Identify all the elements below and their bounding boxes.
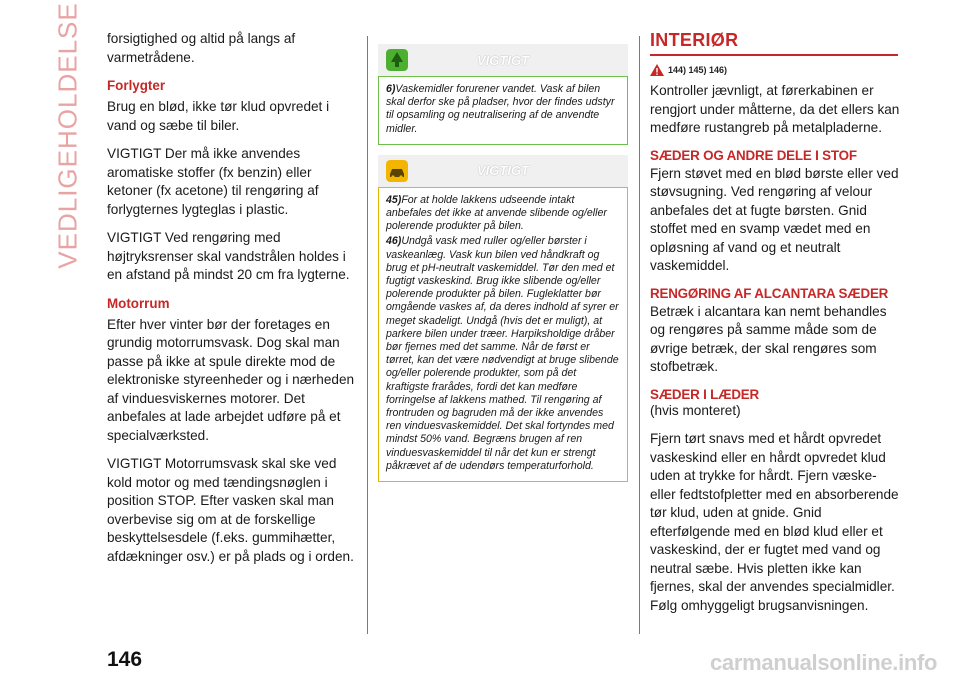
paragraph-interior-intro: Kontroller jævnligt, at førerkabinen er rengjort under måtterne, da det ellers kan medføre rustangreb på metalpladerne. [650,83,900,135]
subheading-alcantara: RENGØRING AF ALCANTARA SÆDER [650,285,889,301]
yellow-note-box [378,187,628,482]
note-number: 46) [386,235,402,248]
paragraph-motorrum-1: Efter hver vinter bør der foretages en grundig motorrumsvask. Dog skal man passe på ikke at spule direkte mod de elektroniske styreenheder og i nærheden af vinduesviskernes motorer. Det anbefales at lade arbejdet udføre på et specialværksted. [107,316,355,443]
leather-seats-note: (hvis monteret) [650,402,741,418]
paragraph-forlygter-3: VIGTIGT Ved rengøring med højtryksrenser skal vandstrålen holdes i en afstand på mindst 20 cm fra lygterne. [107,230,350,282]
title-underline [650,54,898,56]
section-title: INTERIØR [650,30,739,50]
column-middle [378,44,628,482]
subheading-fabric-seats: SÆDER OG ANDRE DELE I STOF [650,147,857,163]
paragraph-motorrum-2: VIGTIGT Motorrumsvask skal ske ved kold motor og med tændingsnøglen i position STOP. Efter vasken skal man overbevise sig om at de forskellige beskyttelsesdele (f.eks. gummihætter, afdækninger osv.) er på plads og i orden. [107,456,354,564]
column-divider-2 [639,36,640,634]
column-divider-1 [367,36,368,634]
section-side-tab [50,1,86,269]
watermark: carmanualsonline.info [710,650,938,675]
page-number: 146 [107,648,143,671]
tree-environment-icon [386,49,408,71]
green-box-heading: VIGTIGT [477,52,529,68]
car-warning-icon [386,160,408,182]
paragraph-fabric-seats: Fjern støvet med en blød børste eller ved støvsugning. Ved rengøring af velour anbefales det at fugte børsten. Gnid stoffet med en svamp vædet med en opløsning af vand og et neutralt vaskemiddel. [650,165,899,273]
subheading-forlygter: Forlygter [107,78,166,93]
paragraph-forlygter-2: VIGTIGT Der må ikke anvendes aromatiske stoffer (fx benzin) eller ketoner (fx acetone) til rengøring af forlygternes lygteglas i plastic. [107,146,319,217]
green-note-text [386,83,620,136]
subheading-motorrum: Motorrum [107,295,170,311]
note-body: Vaskemidler forurener vandet. Vask af bilen skal derfor ske på pladser, hvor der findes udstyr til opsamling og neutralisering af de anvendte midler. [386,83,615,135]
paragraph-leather-seats: Fjern tørt snavs med et hårdt opvredet vaskeskind eller en hårdt opvredet klud uden at trykke for hårdt. Fjern væske- eller fedtstofpletter med en absorberende tør klud, uden at gnide. Gnid efterfølgende med en blød klud eller et vaskeskind, der er fugtet med vand og neutral sæbe. Hvis pletten ikke kan fjernes, skal der anvendes specialmidler. Følg omhyggeligt brugsanvisningen. [650,431,899,613]
paragraph-forlygter-1: Brug en blød, ikke tør klud opvredet i vand og sæbe til biler. [107,99,330,133]
warning-reference-row [650,64,900,76]
green-box-header [378,44,628,76]
warning-references: 144) 145) 146) [668,65,728,75]
subheading-leather-seats: SÆDER I LÆDER [650,386,759,402]
yellow-box-heading: VIGTIGT [477,163,529,179]
section-side-tab-label: VEDLIGEHOLDELSE [52,1,83,269]
paragraph-intro: forsigtighed og altid på langs af varmetrådene. [107,31,296,65]
paragraph-alcantara: Betræk i alcantara kan nemt behandles og rengøres på samme måde som de øvrige betræk, der skal rengøres som stofbetræk. [650,303,887,374]
green-note-box [378,76,628,145]
note-number: 6) [386,83,396,95]
column-left [107,30,357,576]
warning-triangle-icon [650,64,664,76]
column-right [650,30,900,625]
note-body: For at holde lakkens udseende intakt anbefales det ikke at anvende slibende og/eller polerende produkter på bilen. [386,193,607,233]
yellow-note-item [386,235,620,473]
yellow-box-header [378,155,628,187]
note-body: Undgå vask med ruller og/eller børster i vaskeanlæg. Vask kun bilen ved håndkraft og brug et pH-neutralt vaskemiddel. Tør den med et fugtigt vaskeskind. Brug ikke slibende og/eller polerende produkter på bilen. Fugleklatter bør omgående vaskes af, da deres indhold af syrer er meget skadeligt. Undgå (hvis det er muligt), at parkere bilen under træer. Harpiksholdige dråber bør fjernes med det samme. Når de først er tørret, kan det være nødvendigt at bruge slibende og/eller polerende produkter, som på det kraftigste frarådes, fordi det kan medføre forringelse af lakkens mathed. Til rengøring af frontruden og bagruden må der ikke anvendes ren vinduesvaskemiddel. Det skal fortyndes med mindst 50% vand. Begræns brugen af ren vinduesvaskemiddel til når det kun er strengt påkrævet af de udendørs temperaturforhold. [386,235,619,472]
yellow-note-item [386,194,620,234]
note-number: 45) [386,193,402,206]
